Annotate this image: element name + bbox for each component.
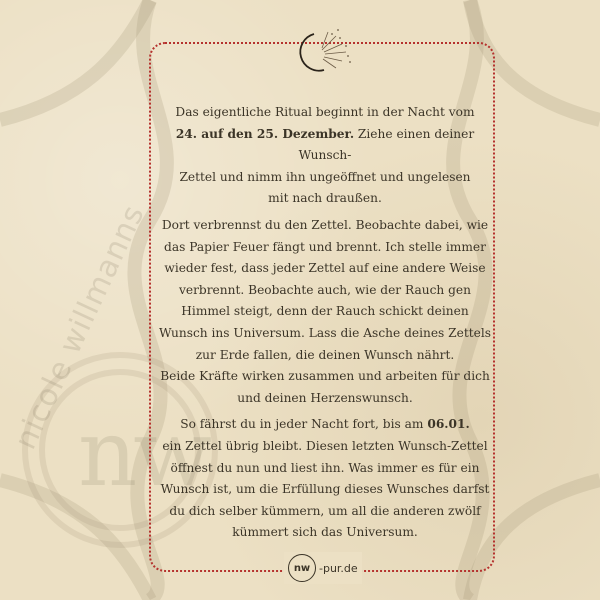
text-segment: Wunsch ist, um die Erfüllung dieses Wunsches darfst [160, 482, 490, 497]
highlight-text: 24. auf den 25. Dezember. [175, 126, 355, 141]
watermark-logo: nw [78, 400, 208, 507]
crescent-moon-icon [280, 26, 356, 82]
paragraph-1 [158, 102, 492, 210]
text-segment: verbrennt. Beobachte auch, wie der Rauch gen [179, 282, 471, 297]
text-segment: Das eigentliche Ritual beginnt in der Nacht vom [175, 105, 475, 119]
text-segment: mit nach draußen. [268, 191, 382, 206]
text-segment: kümmert sich das Universum. [232, 525, 418, 540]
text-segment: das Papier Feuer fängt und brennt. Ich stelle immer [164, 239, 486, 254]
watermark-name: nicole willmanns [8, 199, 152, 455]
site-name: -pur.de [319, 561, 358, 575]
text-segment: Himmel steigt, denn der Rauch schickt deinen [181, 304, 469, 319]
paragraph-2 [158, 215, 492, 409]
text-segment: öffnest du nun und liest ihn. Was immer es für ein [170, 460, 480, 475]
text-segment: ein Zettel übrig bleibt. Diesen letzten Wunsch-Zettel [162, 438, 488, 453]
text-segment: So fährst du in jeder Nacht fort, bis am [180, 417, 428, 432]
footer-logo[interactable] [284, 552, 362, 584]
ritual-text [158, 102, 492, 549]
paragraph-3 [158, 414, 492, 544]
text-segment: zur Erde fallen, die deinen Wunsch nährt. [195, 347, 455, 362]
text-segment: Beide Kräfte wirken zusammen und arbeiten für dich [160, 369, 490, 384]
text-segment: wieder fest, dass jeder Zettel auf eine andere Weise [164, 261, 486, 276]
text-segment: Ziehe einen deiner Wunsch- [298, 126, 475, 163]
highlight-text: 06.01. [427, 417, 470, 432]
text-segment: Wunsch ins Universum. Lass die Asche deines Zettels [158, 325, 492, 340]
text-segment: Dort verbrennst du den Zettel. Beobachte dabei, wie [161, 217, 489, 232]
text-segment: du dich selber kümmern, um all die anderen zwölf [169, 503, 481, 518]
nw-badge: nw [288, 554, 316, 582]
text-segment: Zettel und nimm ihn ungeöffnet und ungelesen [179, 169, 471, 184]
text-segment: und deinen Herzenswunsch. [237, 390, 413, 405]
